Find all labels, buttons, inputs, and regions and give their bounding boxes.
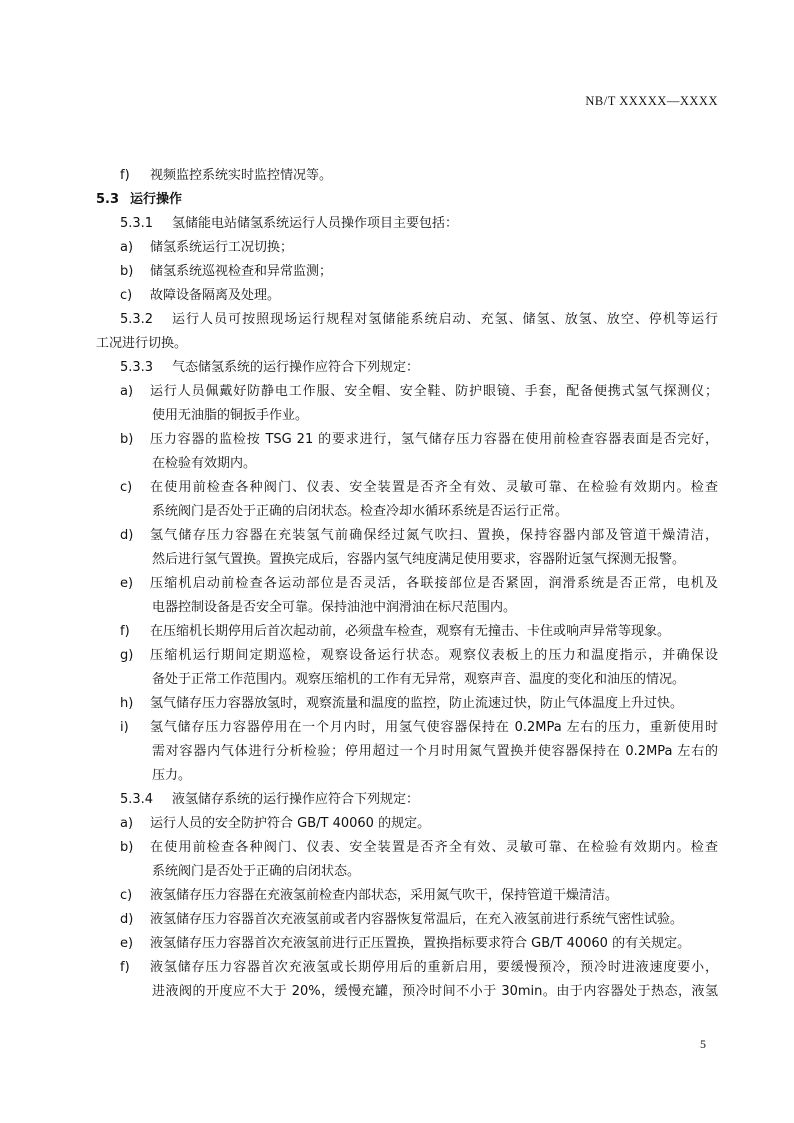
item-text: 压力。 <box>152 768 192 783</box>
item-marker: i) <box>120 720 129 735</box>
list-item <box>96 524 718 548</box>
item-text: 故障设备隔离及处理。 <box>150 288 281 303</box>
item-marker: a) <box>120 384 134 399</box>
item-text: 液氢储存压力容器在充液氢前检查内部状态，采用氮气吹干，保持管道干燥清洁。 <box>150 888 619 903</box>
clause-text: 运行人员可按照现场运行规程对氢储能系统启动、充氢、储氢、放氢、放空、停机等运行 <box>172 312 718 327</box>
clause-number: 5.3.3 <box>120 360 154 375</box>
list-item <box>96 620 718 644</box>
clause-text: 工况进行切换。 <box>96 336 188 351</box>
item-text: 压力容器的监检按 TSG 21 的要求进行，氢气储存压力容器在使用前检查容器表面是否完好， <box>150 432 718 447</box>
item-text: 视频监控系统实时监控情况等。 <box>150 168 333 183</box>
list-item <box>96 428 718 452</box>
list-item <box>96 572 718 596</box>
clause-text: 氢储能电站储氢系统运行人员操作项目主要包括： <box>172 216 459 231</box>
list-item <box>96 260 718 284</box>
clause-number: 5.3.2 <box>120 312 154 327</box>
list-item-continuation <box>96 500 718 524</box>
clause-number: 5.3.1 <box>120 216 154 231</box>
list-item-continuation <box>96 548 718 572</box>
item-marker: b) <box>120 432 134 447</box>
item-text: 运行人员佩戴好防静电工作服、安全帽、安全鞋、防护眼镜、手套，配备便携式氢气探测仪； <box>150 384 718 399</box>
item-text: 在使用前检查各种阀门、仪表、安全装置是否齐全有效、灵敏可靠、在检验有效期内。检查 <box>150 480 718 495</box>
list-item-continuation <box>96 764 718 788</box>
item-text: 在使用前检查各种阀门、仪表、安全装置是否齐全有效、灵敏可靠、在检验有效期内。检查 <box>150 840 718 855</box>
list-item-continuation <box>96 452 718 476</box>
item-marker: f) <box>120 960 130 975</box>
item-text: 液氢储存压力容器首次充液氢前进行正压置换，置换指标要求符合 GB/T 40060 的有关规定。 <box>150 936 691 951</box>
clause-5-3-2 <box>96 308 718 332</box>
item-text: 液氢储存压力容器首次充液氢或长期停用后的重新启用，要缓慢预冷，预冷时进液速度要小， <box>150 960 718 975</box>
list-item <box>96 908 718 932</box>
list-item <box>96 716 718 740</box>
item-text: 备处于正常工作范围内。观察压缩机的工作有无异常，观察声音、温度的变化和油压的情况。 <box>152 672 686 687</box>
item-marker: a) <box>120 240 134 255</box>
clause-text: 液氢储存系统的运行操作应符合下列规定： <box>172 792 420 807</box>
item-marker: f) <box>120 624 130 639</box>
item-text: 运行人员的安全防护符合 GB/T 40060 的规定。 <box>150 816 431 831</box>
clause-5-3-1 <box>96 212 718 236</box>
list-item <box>96 644 718 668</box>
section-title: 运行操作 <box>130 192 183 207</box>
item-text: 氢气储存压力容器停用在一个月内时，用氢气使容器保持在 0.2MPa 左右的压力，重新使用时 <box>150 720 718 735</box>
item-marker: e) <box>120 576 134 591</box>
list-item <box>96 956 718 980</box>
item-text: 系统阀门是否处于正确的启闭状态。检查冷却水循环系统是否运行正常。 <box>152 504 569 519</box>
list-item-continuation <box>96 980 718 1004</box>
item-text: 进液阀的开度应不大于 20%，缓慢充罐，预冷时间不小于 30min。由于内容器处于热态，液氢 <box>152 984 718 999</box>
item-marker: h) <box>120 696 134 711</box>
item-text: 在压缩机长期停用后首次起动前，必须盘车检查，观察有无撞击、卡住或响声异常等现象。 <box>150 624 671 639</box>
item-marker: b) <box>120 840 134 855</box>
item-text: 需对容器内气体进行分析检验；停用超过一个月时用氮气置换并使容器保持在 0.2MPa 左右的 <box>152 744 718 759</box>
clause-5-3-3 <box>96 356 718 380</box>
item-marker: d) <box>120 528 134 543</box>
document-body <box>96 164 718 1004</box>
item-text: 氢气储存压力容器在充装氢气前确保经过氮气吹扫、置换，保持容器内部及管道干燥清洁， <box>150 528 718 543</box>
document-code-header: NB/T XXXXX—XXXX <box>585 94 718 108</box>
section-number: 5.3 <box>96 192 120 207</box>
clause-number: 5.3.4 <box>120 792 154 807</box>
item-marker: c) <box>120 480 133 495</box>
item-text: 储氢系统巡视检查和异常监测； <box>150 264 333 279</box>
list-item-continuation <box>96 860 718 884</box>
list-item <box>96 932 718 956</box>
list-item <box>96 884 718 908</box>
section-heading <box>96 188 718 212</box>
item-marker: b) <box>120 264 134 279</box>
item-text: 系统阀门是否处于正确的启闭状态。 <box>152 864 361 879</box>
list-item <box>96 236 718 260</box>
item-marker: e) <box>120 936 134 951</box>
item-marker: d) <box>120 912 134 927</box>
clause-text: 气态储氢系统的运行操作应符合下列规定： <box>172 360 420 375</box>
clause-5-3-4 <box>96 788 718 812</box>
list-item-continuation <box>96 668 718 692</box>
list-item <box>96 812 718 836</box>
item-marker: a) <box>120 816 134 831</box>
list-item <box>96 284 718 308</box>
page-number: 5 <box>700 1037 706 1051</box>
item-text: 使用无油脂的铜扳手作业。 <box>152 408 309 423</box>
list-item <box>96 692 718 716</box>
list-item-continuation <box>96 404 718 428</box>
list-item <box>96 164 718 188</box>
item-text: 储氢系统运行工况切换； <box>150 240 294 255</box>
item-text: 氢气储存压力容器放氢时，观察流量和温度的监控，防止流速过快，防止气体温度上升过快。 <box>150 696 684 711</box>
list-item <box>96 836 718 860</box>
list-item <box>96 380 718 404</box>
item-text: 电器控制设备是否安全可靠。保持油池中润滑油在标尺范围内。 <box>152 600 517 615</box>
item-text: 然后进行氢气置换。置换完成后，容器内氢气纯度满足使用要求，容器附近氢气探测无报警。 <box>152 552 686 567</box>
list-item <box>96 476 718 500</box>
item-marker: f) <box>120 168 130 183</box>
item-marker: g) <box>120 648 134 663</box>
item-marker: c) <box>120 288 133 303</box>
item-text: 液氢储存压力容器首次充液氢前或者内容器恢复常温后，在充入液氢前进行系统气密性试验。 <box>150 912 684 927</box>
list-item-continuation <box>96 740 718 764</box>
list-item-continuation <box>96 596 718 620</box>
clause-continuation <box>96 332 718 356</box>
item-text: 压缩机启动前检查各运动部位是否灵活，各联接部位是否紧固，润滑系统是否正常，电机及 <box>150 576 718 591</box>
item-text: 在检验有效期内。 <box>152 456 257 471</box>
item-text: 压缩机运行期间定期巡检，观察设备运行状态。观察仪表板上的压力和温度指示，并确保设 <box>150 648 718 663</box>
item-marker: c) <box>120 888 133 903</box>
